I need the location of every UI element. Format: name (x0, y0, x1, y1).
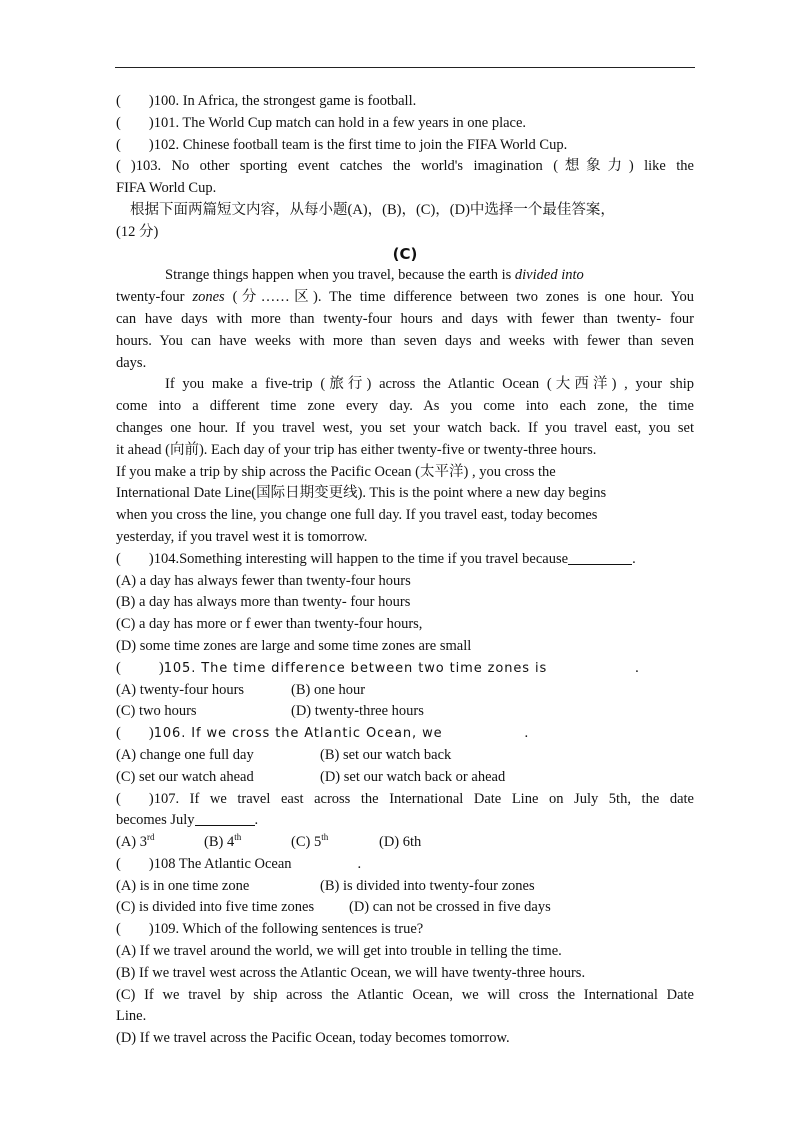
q109-option-c: (C) If we travel by ship across the Atlantic Ocean, we will cross the International Date (116, 986, 694, 1003)
passage-p1-line1: Strange things happen when you travel, because the earth is divided into (165, 267, 584, 284)
question-105: ( )105. The time difference between two time zones is . (116, 659, 639, 676)
q105-option-a: (A) twenty-four hours (116, 681, 245, 698)
section-instruction: 根据下面两篇短文内容，从每小题(A)，(B)，(C)，(D)中选择一个最佳答案， (130, 201, 615, 218)
passage-p3-line4: yesterday, if you travel west it is tomorrow. (116, 528, 368, 545)
tf-item-103: ( )103. No other sporting event catches the world's imagination (想象力) like the (116, 158, 694, 175)
q105-option-b: (B) one hour (291, 681, 366, 698)
passage-p2-line1: If you make a five-trip (旅行) across the Atlantic Ocean (大西洋) , your ship (165, 376, 694, 393)
question-108: ( )108 The Atlantic Ocean . (116, 855, 362, 872)
q107-options (116, 832, 694, 854)
question-107-cont: becomes July . (116, 812, 259, 829)
q107-option-a: (A) 3rd (116, 832, 155, 851)
passage-p2-line2: come into a different time zone every day. As you come into each zone, the time (116, 398, 694, 415)
question-106: ( )106. If we cross the Atlantic Ocean, we . (116, 725, 529, 742)
passage-p1-line5: days. (116, 354, 147, 371)
header-rule (115, 67, 695, 68)
passage-p2-line4: it ahead (向前). Each day of your trip has either twenty-five or twenty-three hours. (116, 441, 597, 458)
q106-option-d: (D) set our watch back or ahead (320, 768, 506, 785)
answer-blank (568, 550, 632, 565)
question-109: ( )109. Which of the following sentences is true? (116, 921, 424, 938)
q109-option-b: (B) If we travel west across the Atlantic Ocean, we will have twenty-three hours. (116, 964, 586, 981)
q104-option-c: (C) a day has more or f ewer than twenty-four hours, (116, 616, 423, 633)
q108-options-row2 (116, 897, 694, 919)
q105-option-d: (D) twenty-three hours (291, 703, 424, 720)
section-points: (12 分) (116, 223, 159, 240)
q108-option-c: (C) is divided into five time zones (116, 899, 315, 916)
q104-option-d: (D) some time zones are large and some time zones are small (116, 637, 472, 654)
document-body (116, 91, 694, 1050)
passage-p2-line3: changes one hour. If you travel west, you set your watch back. If you travel east, you set (116, 419, 694, 436)
q108-option-b: (B) is divided into twenty-four zones (320, 877, 535, 894)
q109-option-d: (D) If we travel across the Pacific Ocean, today becomes tomorrow. (116, 1030, 510, 1047)
q107-option-c: (C) 5th (291, 832, 329, 851)
q106-option-b: (B) set our watch back (320, 746, 452, 763)
passage-p3-line2: International Date Line(国际日期变更线). This is the point where a new day begins (116, 485, 607, 502)
q107-option-b: (B) 4th (204, 832, 242, 851)
q106-option-a: (A) change one full day (116, 746, 254, 763)
q106-option-c: (C) set our watch ahead (116, 768, 254, 785)
passage-p1-line4: hours. You can have weeks with more than seven days and weeks with fewer than seven (116, 332, 694, 349)
q108-option-a: (A) is in one time zone (116, 877, 250, 894)
passage-p1-line2: twenty-four zones (分……区). The time difference between two zones is one hour. You (116, 289, 694, 306)
answer-blank (195, 811, 255, 826)
q105-option-c: (C) two hours (116, 703, 197, 720)
q109-option-c-cont: Line. (116, 1008, 147, 1025)
q107-option-d: (D) 6th (379, 834, 422, 851)
q106-options-row2 (116, 767, 694, 789)
passage-p1-line3: can have days with more than twenty-four hours and days with fewer than twenty- four (116, 310, 694, 327)
question-104: ( )104.Something interesting will happen to the time if you travel because . (116, 550, 636, 567)
tf-item-103-cont: FIFA World Cup. (116, 180, 217, 197)
tf-item-100: ( )100. In Africa, the strongest game is football. (116, 93, 417, 109)
passage-p3-line1: If you make a trip by ship across the Pacific Ocean (太平洋) , you cross the (116, 463, 556, 480)
q108-option-d: (D) can not be crossed in five days (349, 899, 551, 916)
q104-option-b: (B) a day has always more than twenty- four hours (116, 594, 411, 611)
tf-item-102: ( )102. Chinese football team is the first time to join the FIFA World Cup. (116, 136, 568, 153)
passage-title: (C) (392, 244, 418, 263)
passage-p3-line3: when you cross the line, you change one full day. If you travel east, today becomes (116, 507, 598, 524)
q104-option-a: (A) a day has always fewer than twenty-four hours (116, 572, 411, 589)
q105-options-row2 (116, 701, 694, 723)
q109-option-a: (A) If we travel around the world, we will get into trouble in telling the time. (116, 943, 562, 960)
question-107: ( )107. If we travel east across the International Date Line on July 5th, the date (116, 790, 694, 807)
tf-item-101: ( )101. The World Cup match can hold in a few years in one place. (116, 114, 527, 131)
q108-options-row1 (116, 876, 694, 898)
q106-options-row1 (116, 745, 694, 767)
q105-options-row1 (116, 680, 694, 702)
